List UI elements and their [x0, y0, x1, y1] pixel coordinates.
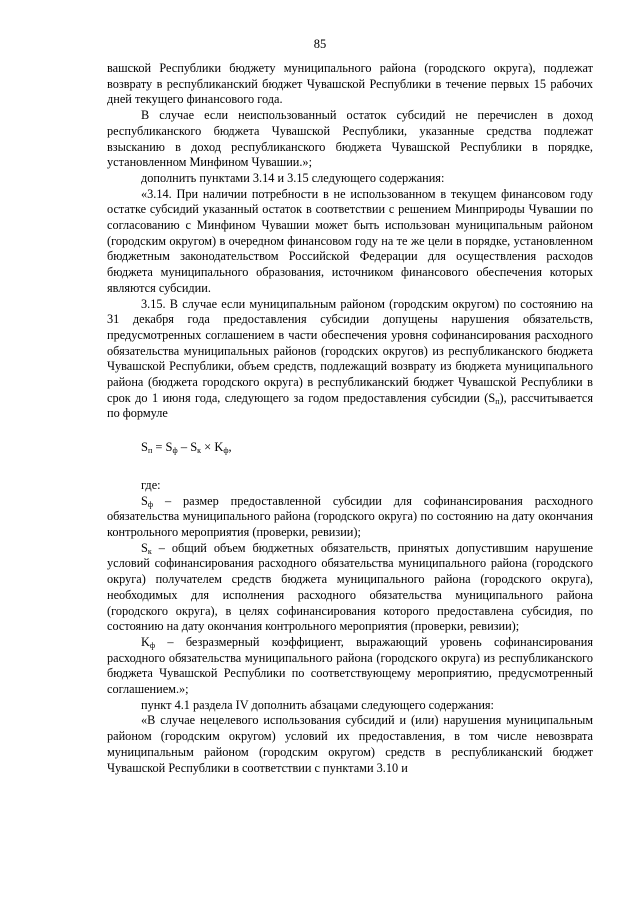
paragraph-3-15-text: 3.15. В случае если муниципальным районом (городским округом) по состоянию на 31 декабря года предоставления субсидии допущены нарушения обязательств, предусмотренных соглашением в части обеспечения уровня софинансирования расходного обязательства муниципальных районов (городских округов) из республиканского бюджета Чувашской Республики, объем средств, подлежащий возврату из бюджета муниципального района (бюджета городского округа) в республиканский бюджет Чувашской Республики в срок до 1 июня года, следующего за годом предоставления субсидии (S	[107, 296, 593, 405]
paragraph-quote: «В случае нецелевого использования субсидий и (или) нарушения муниципальным районом (городским округом) условий их предоставления, в том числе невозврата муниципальным районом (городским округом) средств в республиканский бюджет Чувашской Республики в соответствии с пунктами 3.10 и	[107, 713, 593, 775]
definition-kf: $K_ф$ – безразмерный коэффициент, выражающий уровень софинансирования расходного обязательства муниципального района (городского округа) из республиканского бюджета Чувашской Республики по соответствующему мероприятию, предусмотренный соглашением.»;	[107, 634, 593, 697]
paragraph-3-15-end: ), рассчитывается по формуле	[107, 390, 593, 421]
page-number: 85	[313, 37, 327, 51]
formula-sub-f: ф	[172, 446, 178, 456]
subscript-n: п	[495, 396, 500, 406]
formula-sub-k: к	[197, 446, 202, 456]
where-label: где:	[141, 477, 161, 492]
definition-sk-text: – общий объем бюджетных обязательств, принятых допустившим нарушение условий софинансирования расходного обязательства муниципального района (городского округа) получателем средств бюджета муниципального района (городского округа), необходимых для исполнения расходного обязательства муниципального района (городского округа), в целях софинансирования которого предоставлена субсидия, по состоянию на дату окончания контрольного мероприятия (проверки, ревизии);	[107, 540, 593, 634]
paragraph-3-15	[107, 297, 593, 423]
document-body	[107, 61, 593, 776]
paragraph-1: вашской Республики бюджету муниципального района (городского округа), подлежат возврату в республиканский бюджет Чувашской Республики в течение первых 15 рабочих дней текущего финансового года.	[107, 61, 593, 107]
formula-s: S	[141, 440, 148, 455]
paragraph-4-1: пункт 4.1 раздела IV дополнить абзацами следующего содержания:	[141, 697, 494, 712]
definition-sf: $S_ф$ – размер предоставленной субсидии для софинансирования расходного обязательства муниципального района (городского округа) по состоянию на дату окончания контрольного мероприятия (проверки, ревизии);	[107, 493, 593, 539]
formula-end: ,	[228, 440, 232, 455]
paragraph-3-14: «3.14. При наличии потребности в не использованном в текущем финансовом году остатке субсидий указанный остаток в соответствии с решением Минприроды Чувашии по согласованию с Минфином Чувашии может быть использован муниципальным районом (городским округом) в очередном финансовом году на те же цели в порядке, установленном бюджетным законодательством Российской Федерации для осуществления расходов бюджета муниципального образования, источником финансового обеспечения которых являются субсидии.	[107, 186, 593, 295]
definition-sf-sub: ф	[147, 499, 154, 509]
formula-times: × K	[201, 440, 224, 455]
definition-sf-text: – размер предоставленной субсидии для софинансирования расходного обязательства муниципального района (городского округа) по состоянию на дату окончания контрольного мероприятия (проверки, ревизии);	[107, 493, 593, 539]
formula	[141, 440, 593, 456]
paragraph-3: дополнить пунктами 3.14 и 3.15 следующего содержания:	[141, 170, 445, 185]
formula-sub-kf: ф	[223, 446, 229, 456]
definition-sk: $S_к$ – общий объем бюджетных обязательств, принятых допустившим нарушение условий софинансирования расходного обязательства муниципального района (городского округа) получателем средств бюджета муниципального района (городского округа), необходимых для исполнения расходного обязательства муниципального района (городского округа), в целях софинансирования которого предоставлена субсидия, по состоянию на дату окончания контрольного мероприятия (проверки, ревизии);	[107, 540, 593, 634]
formula-sub-n: п	[147, 446, 153, 456]
formula-eq: = S	[152, 440, 173, 455]
formula-minus: – S	[177, 440, 198, 455]
definition-kf-sub: ф	[149, 640, 156, 650]
definition-sk-sub: к	[147, 546, 152, 556]
definition-kf-text: – безразмерный коэффициент, выражающий уровень софинансирования расходного обязательства муниципального района (городского округа) из республиканского бюджета Чувашской Республики по соответствующему мероприятию, предусмотренный соглашением.»;	[107, 634, 593, 697]
paragraph-2: В случае если неиспользованный остаток субсидий не перечислен в доход республиканского бюджета Чувашской Республики, указанные средства подлежат взысканию в доход республиканского бюджета Чувашской Республики в порядке, установленном Минфином Чувашии.»;	[107, 108, 593, 170]
